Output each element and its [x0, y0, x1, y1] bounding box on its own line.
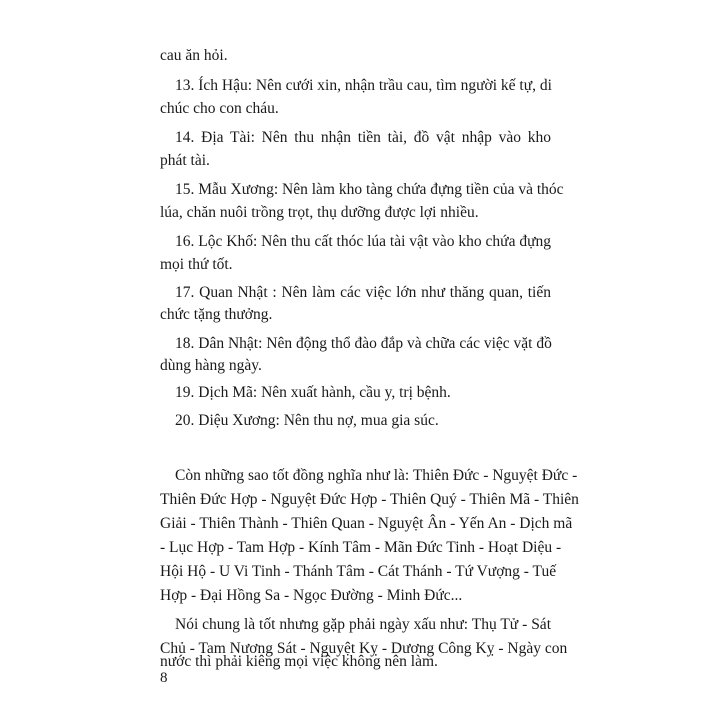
- list-item-17-line2: chức tặng thưởng.: [160, 306, 273, 323]
- list-item-15-line1: 15. Mẫu Xương: Nên làm kho tàng chứa đựng tiền của và thóc: [175, 181, 564, 198]
- list-item-16-line1: 16. Lộc Khố: Nên thu cất thóc lúa tài vật vào kho chứa đựng: [175, 233, 551, 250]
- paragraph-1-line-4: - Lục Hợp - Tam Hợp - Kính Tâm - Mãn Đức Tinh - Hoạt Diệu -: [160, 539, 562, 556]
- list-item-14-line2: phát tài.: [160, 152, 210, 169]
- list-item-13-line2: chúc cho con cháu.: [160, 100, 279, 117]
- list-item-18-line1: 18. Dân Nhật: Nên động thổ đào đắp và chữa các việc vặt đồ: [175, 335, 552, 352]
- list-item-18-line2: dùng hàng ngày.: [160, 357, 262, 374]
- paragraph-2-line-1: Nói chung là tốt nhưng gặp phải ngày xấu như: Thụ Tử - Sát: [175, 616, 551, 633]
- paragraph-1-line-6: Hợp - Đại Hồng Sa - Ngọc Đường - Minh Đức...: [160, 587, 463, 604]
- page-number: 8: [160, 670, 168, 686]
- paragraph-2-line-3: nước thì phải kiêng mọi việc không nên làm.: [160, 653, 438, 670]
- list-item-16-line2: mọi thứ tốt.: [160, 256, 233, 273]
- list-item-20-line1: 20. Diệu Xương: Nên thu nợ, mua gia súc.: [175, 412, 439, 429]
- paragraph-1-line-1: Còn những sao tốt đồng nghĩa như là: Thiên Đức - Nguyệt Đức -: [175, 467, 578, 484]
- list-item-14-line1: 14. Địa Tài: Nên thu nhận tiền tài, đồ vật nhập vào kho: [175, 129, 551, 146]
- paragraph-1-line-3: Giải - Thiên Thành - Thiên Quan - Nguyệt Ân - Yến An - Dịch mã: [160, 515, 573, 532]
- paragraph-1-line-5: Hội Hộ - U Vi Tinh - Thánh Tâm - Cát Thánh - Tứ Vượng - Tuế: [160, 563, 557, 580]
- paragraph-1-line-2: Thiên Đức Hợp - Nguyệt Đức Hợp - Thiên Quý - Thiên Mã - Thiên: [160, 491, 579, 508]
- list-item-19-line1: 19. Dịch Mã: Nên xuất hành, cầu y, trị bệnh.: [175, 384, 451, 401]
- paragraph-2-line-2: Chủ - Tam Nương Sát - Nguyệt Kỵ - Dương Công Kỵ - Ngày con: [160, 640, 568, 657]
- intro-continuation: cau ăn hỏi.: [160, 47, 228, 64]
- list-item-15-line2: lúa, chăn nuôi trồng trọt, thụ dưỡng được lợi nhiều.: [160, 204, 479, 221]
- list-item-13-line1: 13. Ích Hậu: Nên cưới xin, nhận trầu cau, tìm người kế tự, di: [175, 77, 552, 94]
- list-item-17-line1: 17. Quan Nhật : Nên làm các việc lớn như thăng quan, tiến: [175, 284, 551, 301]
